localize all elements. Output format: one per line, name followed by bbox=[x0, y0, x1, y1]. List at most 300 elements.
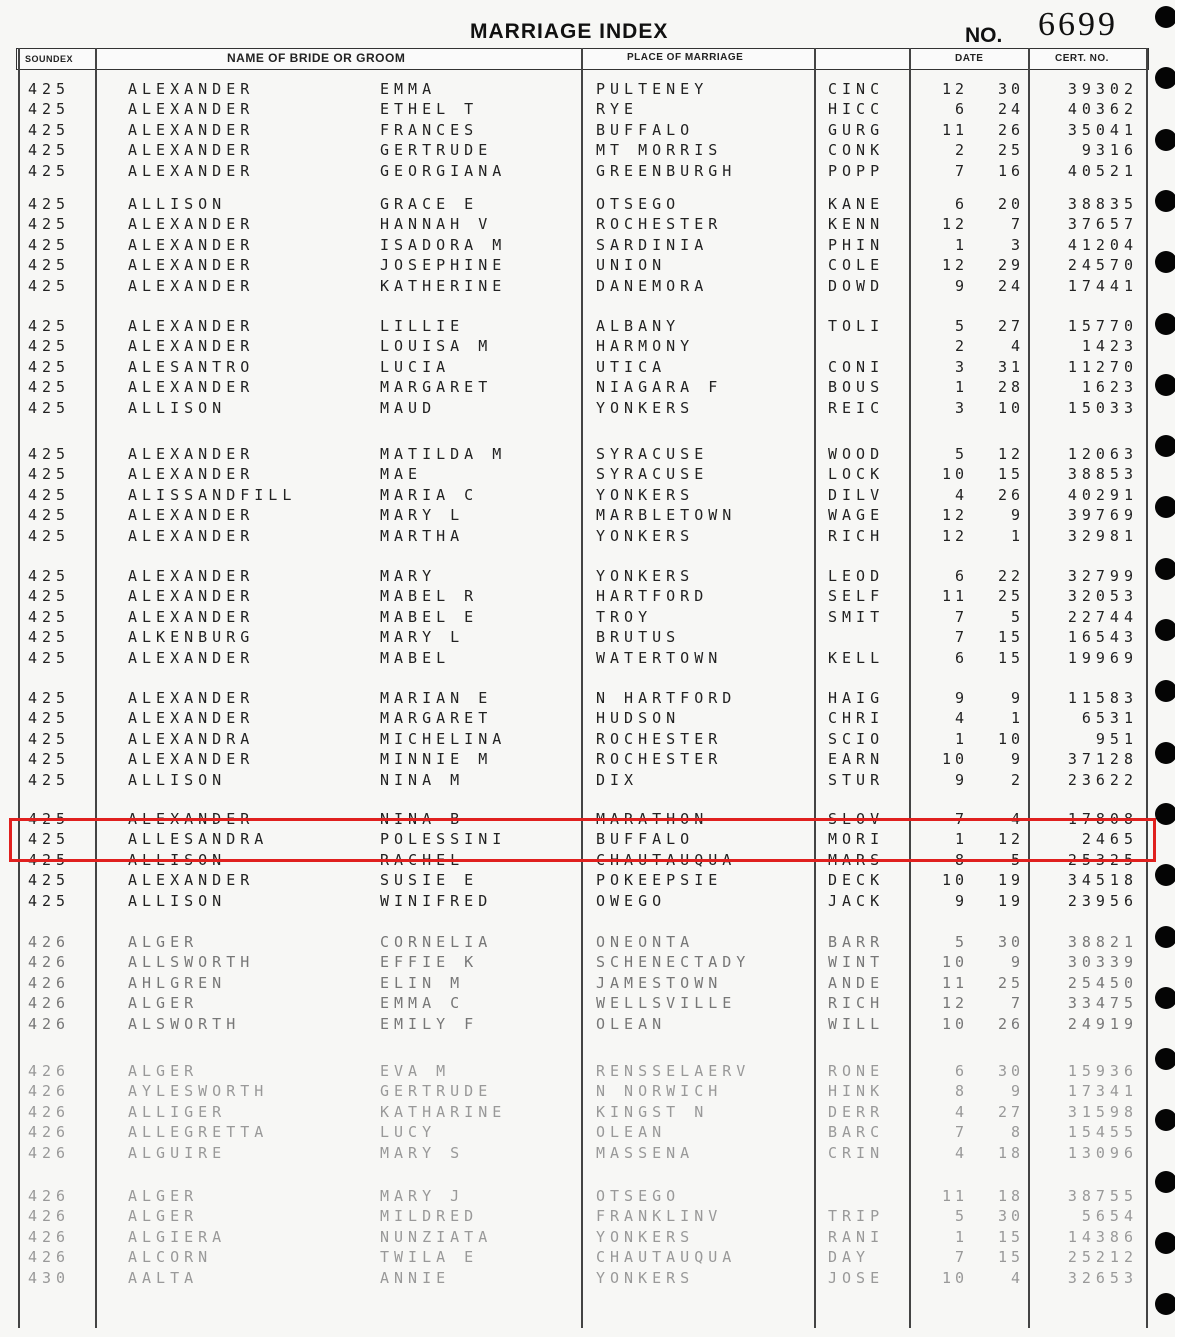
marriage-day: 26 bbox=[997, 486, 1024, 504]
officiant-code: HICC bbox=[828, 100, 885, 118]
soundex-code: 425 bbox=[28, 277, 71, 295]
index-row bbox=[0, 100, 1199, 120]
marriage-month: 2 bbox=[954, 141, 968, 159]
certificate-number: 38853 bbox=[1067, 465, 1138, 483]
officiant-code: HAIG bbox=[828, 689, 885, 707]
given-name: WINIFRED bbox=[380, 892, 493, 910]
header-cert: CERT. NO. bbox=[1055, 53, 1109, 64]
index-row bbox=[0, 358, 1199, 378]
index-row bbox=[0, 730, 1199, 750]
index-row bbox=[0, 994, 1199, 1014]
marriage-day: 5 bbox=[1010, 608, 1024, 626]
marriage-month: 6 bbox=[954, 649, 968, 667]
soundex-code: 426 bbox=[28, 953, 71, 971]
place-of-marriage: YONKERS bbox=[596, 399, 695, 417]
index-row bbox=[0, 608, 1199, 628]
officiant-code: POPP bbox=[828, 162, 885, 180]
index-row bbox=[0, 1187, 1199, 1207]
certificate-number: 37657 bbox=[1067, 215, 1138, 233]
soundex-code: 425 bbox=[28, 80, 71, 98]
marriage-day: 7 bbox=[1010, 215, 1024, 233]
place-of-marriage: ROCHESTER bbox=[596, 730, 723, 748]
soundex-code: 430 bbox=[28, 1269, 71, 1287]
index-row bbox=[0, 1103, 1199, 1123]
surname: ALGER bbox=[128, 1187, 199, 1205]
feed-hole bbox=[1155, 1293, 1177, 1315]
marriage-month: 7 bbox=[954, 162, 968, 180]
given-name: CORNELIA bbox=[380, 933, 493, 951]
marriage-month: 12 bbox=[941, 506, 968, 524]
surname: ALEXANDER bbox=[128, 121, 255, 139]
given-name: MABEL bbox=[380, 649, 451, 667]
page-title: MARRIAGE INDEX bbox=[470, 20, 669, 43]
place-of-marriage: MT MORRIS bbox=[596, 141, 723, 159]
certificate-number: 40362 bbox=[1067, 100, 1138, 118]
marriage-day: 29 bbox=[997, 256, 1024, 274]
soundex-code: 425 bbox=[28, 750, 71, 768]
given-name: MARIA C bbox=[380, 486, 479, 504]
marriage-day: 24 bbox=[997, 277, 1024, 295]
given-name: SUSIE E bbox=[380, 871, 479, 889]
marriage-month: 1 bbox=[954, 730, 968, 748]
place-of-marriage: YONKERS bbox=[596, 527, 695, 545]
certificate-number: 13096 bbox=[1067, 1144, 1138, 1162]
given-name: LUCIA bbox=[380, 358, 451, 376]
index-row bbox=[0, 567, 1199, 587]
marriage-month: 7 bbox=[954, 628, 968, 646]
marriage-month: 10 bbox=[941, 465, 968, 483]
surname: ALEXANDER bbox=[128, 810, 255, 828]
place-of-marriage: SYRACUSE bbox=[596, 445, 709, 463]
column-header bbox=[16, 48, 1149, 70]
soundex-code: 425 bbox=[28, 506, 71, 524]
place-of-marriage: CHAUTAUQUA bbox=[596, 1248, 737, 1266]
given-name: ELIN M bbox=[380, 974, 465, 992]
feed-hole bbox=[1155, 313, 1177, 335]
index-row bbox=[0, 195, 1199, 215]
marriage-month: 12 bbox=[941, 527, 968, 545]
certificate-number: 38755 bbox=[1067, 1187, 1138, 1205]
place-of-marriage: MARATHON bbox=[596, 810, 709, 828]
soundex-code: 425 bbox=[28, 587, 71, 605]
feed-hole bbox=[1155, 558, 1177, 580]
given-name: MABEL E bbox=[380, 608, 479, 626]
place-of-marriage: UNION bbox=[596, 256, 667, 274]
marriage-day: 25 bbox=[997, 587, 1024, 605]
marriage-day: 30 bbox=[997, 933, 1024, 951]
place-of-marriage: NIAGARA F bbox=[596, 378, 723, 396]
index-row bbox=[0, 317, 1199, 337]
marriage-month: 3 bbox=[954, 358, 968, 376]
place-of-marriage: OLEAN bbox=[596, 1015, 667, 1033]
surname: ALEXANDER bbox=[128, 689, 255, 707]
surname: ALEXANDER bbox=[128, 506, 255, 524]
given-name: HANNAH V bbox=[380, 215, 493, 233]
soundex-code: 425 bbox=[28, 892, 71, 910]
certificate-number: 15455 bbox=[1067, 1123, 1138, 1141]
surname: ALLISON bbox=[128, 851, 227, 869]
feed-hole bbox=[1155, 926, 1177, 948]
marriage-day: 22 bbox=[997, 567, 1024, 585]
officiant-code: BARR bbox=[828, 933, 885, 951]
certificate-number: 15936 bbox=[1067, 1062, 1138, 1080]
place-of-marriage: YONKERS bbox=[596, 567, 695, 585]
index-row bbox=[0, 933, 1199, 953]
given-name: GRACE E bbox=[380, 195, 479, 213]
marriage-month: 12 bbox=[941, 80, 968, 98]
soundex-code: 425 bbox=[28, 195, 71, 213]
surname: AYLESWORTH bbox=[128, 1082, 269, 1100]
certificate-number: 25450 bbox=[1067, 974, 1138, 992]
number-label: NO. bbox=[965, 24, 1003, 47]
surname: ALSWORTH bbox=[128, 1015, 241, 1033]
given-name: EMMA C bbox=[380, 994, 465, 1012]
officiant-code: KANE bbox=[828, 195, 885, 213]
marriage-day: 15 bbox=[997, 628, 1024, 646]
marriage-day: 10 bbox=[997, 399, 1024, 417]
surname: ALLSWORTH bbox=[128, 953, 255, 971]
place-of-marriage: RENSSELAERV bbox=[596, 1062, 751, 1080]
marriage-day: 30 bbox=[997, 1207, 1024, 1225]
officiant-code: DILV bbox=[828, 486, 885, 504]
surname: ALESANTRO bbox=[128, 358, 255, 376]
certificate-number: 34518 bbox=[1067, 871, 1138, 889]
marriage-month: 4 bbox=[954, 709, 968, 727]
soundex-code: 426 bbox=[28, 994, 71, 1012]
certificate-number: 30339 bbox=[1067, 953, 1138, 971]
index-row bbox=[0, 1062, 1199, 1082]
given-name: MARY bbox=[380, 567, 437, 585]
surname: ALGER bbox=[128, 933, 199, 951]
soundex-code: 425 bbox=[28, 378, 71, 396]
marriage-month: 7 bbox=[954, 810, 968, 828]
marriage-day: 5 bbox=[1010, 851, 1024, 869]
officiant-code: LOCK bbox=[828, 465, 885, 483]
feed-hole bbox=[1155, 6, 1177, 28]
officiant-code: MORI bbox=[828, 830, 885, 848]
header-name: NAME OF BRIDE OR GROOM bbox=[227, 51, 406, 65]
place-of-marriage: DIX bbox=[596, 771, 639, 789]
feed-hole bbox=[1155, 680, 1177, 702]
certificate-number: 40521 bbox=[1067, 162, 1138, 180]
marriage-month: 1 bbox=[954, 830, 968, 848]
marriage-day: 12 bbox=[997, 445, 1024, 463]
soundex-code: 425 bbox=[28, 810, 71, 828]
certificate-number: 41204 bbox=[1067, 236, 1138, 254]
soundex-code: 426 bbox=[28, 1062, 71, 1080]
surname: ALGER bbox=[128, 994, 199, 1012]
marriage-month: 5 bbox=[954, 445, 968, 463]
soundex-code: 426 bbox=[28, 933, 71, 951]
certificate-number: 23622 bbox=[1067, 771, 1138, 789]
given-name: RACHEL bbox=[380, 851, 465, 869]
surname: ALEXANDER bbox=[128, 649, 255, 667]
soundex-code: 426 bbox=[28, 1144, 71, 1162]
surname: ALKENBURG bbox=[128, 628, 255, 646]
place-of-marriage: HUDSON bbox=[596, 709, 681, 727]
index-row bbox=[0, 709, 1199, 729]
marriage-month: 5 bbox=[954, 317, 968, 335]
officiant-code: RONE bbox=[828, 1062, 885, 1080]
certificate-number: 32799 bbox=[1067, 567, 1138, 585]
place-of-marriage: FRANKLINV bbox=[596, 1207, 723, 1225]
given-name: MARGARET bbox=[380, 709, 493, 727]
surname: ALLISON bbox=[128, 399, 227, 417]
place-of-marriage: DANEMORA bbox=[596, 277, 709, 295]
place-of-marriage: TROY bbox=[596, 608, 653, 626]
marriage-month: 5 bbox=[954, 1207, 968, 1225]
certificate-number: 23956 bbox=[1067, 892, 1138, 910]
place-of-marriage: BUFFALO bbox=[596, 830, 695, 848]
certificate-number: 38835 bbox=[1067, 195, 1138, 213]
given-name: MARY S bbox=[380, 1144, 465, 1162]
surname: ALEXANDER bbox=[128, 871, 255, 889]
marriage-day: 25 bbox=[997, 141, 1024, 159]
marriage-month: 9 bbox=[954, 277, 968, 295]
marriage-month: 1 bbox=[954, 236, 968, 254]
soundex-code: 425 bbox=[28, 871, 71, 889]
certificate-number: 11270 bbox=[1067, 358, 1138, 376]
index-row bbox=[0, 465, 1199, 485]
feed-hole bbox=[1155, 864, 1177, 886]
soundex-code: 425 bbox=[28, 689, 71, 707]
place-of-marriage: KINGST N bbox=[596, 1103, 709, 1121]
certificate-number: 17808 bbox=[1067, 810, 1138, 828]
marriage-month: 11 bbox=[941, 974, 968, 992]
paper-edge bbox=[1175, 0, 1199, 1337]
soundex-code: 425 bbox=[28, 465, 71, 483]
index-row bbox=[0, 1269, 1199, 1289]
certificate-number: 6531 bbox=[1081, 709, 1138, 727]
feed-hole bbox=[1155, 1109, 1177, 1131]
place-of-marriage: OTSEGO bbox=[596, 195, 681, 213]
marriage-day: 30 bbox=[997, 1062, 1024, 1080]
marriage-month: 11 bbox=[941, 121, 968, 139]
index-row bbox=[0, 486, 1199, 506]
soundex-code: 426 bbox=[28, 974, 71, 992]
marriage-day: 26 bbox=[997, 1015, 1024, 1033]
place-of-marriage: ROCHESTER bbox=[596, 750, 723, 768]
surname: ALEXANDRA bbox=[128, 730, 255, 748]
surname: ALLEGRETTA bbox=[128, 1123, 269, 1141]
soundex-code: 426 bbox=[28, 1228, 71, 1246]
place-of-marriage: YONKERS bbox=[596, 486, 695, 504]
place-of-marriage: HARMONY bbox=[596, 337, 695, 355]
marriage-day: 19 bbox=[997, 892, 1024, 910]
soundex-code: 426 bbox=[28, 1123, 71, 1141]
marriage-month: 11 bbox=[941, 587, 968, 605]
marriage-month: 11 bbox=[941, 1187, 968, 1205]
marriage-month: 4 bbox=[954, 1103, 968, 1121]
surname: ALEXANDER bbox=[128, 337, 255, 355]
surname: ALCORN bbox=[128, 1248, 213, 1266]
page-number: 6699 bbox=[1038, 6, 1118, 43]
certificate-number: 22744 bbox=[1067, 608, 1138, 626]
officiant-code: KELL bbox=[828, 649, 885, 667]
index-row bbox=[0, 445, 1199, 465]
given-name: LOUISA M bbox=[380, 337, 493, 355]
feed-hole bbox=[1155, 1048, 1177, 1070]
surname: ALEXANDER bbox=[128, 256, 255, 274]
certificate-number: 9316 bbox=[1081, 141, 1138, 159]
officiant-code: JACK bbox=[828, 892, 885, 910]
given-name: GERTRUDE bbox=[380, 141, 493, 159]
marriage-day: 25 bbox=[997, 974, 1024, 992]
given-name: MARY L bbox=[380, 628, 465, 646]
soundex-code: 425 bbox=[28, 162, 71, 180]
index-row bbox=[0, 506, 1199, 526]
marriage-day: 15 bbox=[997, 1228, 1024, 1246]
soundex-code: 425 bbox=[28, 337, 71, 355]
index-row bbox=[0, 689, 1199, 709]
given-name: MATILDA M bbox=[380, 445, 507, 463]
marriage-day: 9 bbox=[1010, 953, 1024, 971]
certificate-number: 24919 bbox=[1067, 1015, 1138, 1033]
place-of-marriage: UTICA bbox=[596, 358, 667, 376]
marriage-day: 3 bbox=[1010, 236, 1024, 254]
soundex-code: 425 bbox=[28, 236, 71, 254]
marriage-month: 5 bbox=[954, 933, 968, 951]
marriage-month: 12 bbox=[941, 994, 968, 1012]
officiant-code: WINT bbox=[828, 953, 885, 971]
officiant-code: STUR bbox=[828, 771, 885, 789]
feed-hole bbox=[1155, 190, 1177, 212]
marriage-month: 12 bbox=[941, 215, 968, 233]
officiant-code: RICH bbox=[828, 527, 885, 545]
index-row bbox=[0, 771, 1199, 791]
marriage-month: 9 bbox=[954, 689, 968, 707]
given-name: LILLIE bbox=[380, 317, 465, 335]
place-of-marriage: ALBANY bbox=[596, 317, 681, 335]
header-place: PLACE OF MARRIAGE bbox=[627, 52, 744, 63]
officiant-code: DECK bbox=[828, 871, 885, 889]
index-row bbox=[0, 892, 1199, 912]
marriage-day: 20 bbox=[997, 195, 1024, 213]
certificate-number: 37128 bbox=[1067, 750, 1138, 768]
marriage-day: 15 bbox=[997, 1248, 1024, 1266]
marriage-month: 8 bbox=[954, 851, 968, 869]
marriage-month: 9 bbox=[954, 892, 968, 910]
certificate-number: 35041 bbox=[1067, 121, 1138, 139]
index-row bbox=[0, 215, 1199, 235]
officiant-code: RICH bbox=[828, 994, 885, 1012]
marriage-day: 19 bbox=[997, 871, 1024, 889]
surname: ALISSANDFILL bbox=[128, 486, 297, 504]
index-row bbox=[0, 399, 1199, 419]
officiant-code: JOSE bbox=[828, 1269, 885, 1287]
index-row bbox=[0, 628, 1199, 648]
certificate-number: 33475 bbox=[1067, 994, 1138, 1012]
soundex-code: 425 bbox=[28, 445, 71, 463]
marriage-month: 1 bbox=[954, 378, 968, 396]
place-of-marriage: YONKERS bbox=[596, 1269, 695, 1287]
surname: ALEXANDER bbox=[128, 587, 255, 605]
feed-hole bbox=[1155, 742, 1177, 764]
officiant-code: HINK bbox=[828, 1082, 885, 1100]
marriage-month: 4 bbox=[954, 486, 968, 504]
index-row bbox=[0, 1015, 1199, 1035]
marriage-day: 30 bbox=[997, 80, 1024, 98]
place-of-marriage: YONKERS bbox=[596, 1228, 695, 1246]
given-name: NINA M bbox=[380, 771, 465, 789]
surname: ALEXANDER bbox=[128, 277, 255, 295]
marriage-month: 10 bbox=[941, 1269, 968, 1287]
soundex-code: 426 bbox=[28, 1187, 71, 1205]
given-name: EMMA bbox=[380, 80, 437, 98]
soundex-code: 425 bbox=[28, 215, 71, 233]
given-name: MILDRED bbox=[380, 1207, 479, 1225]
place-of-marriage: OTSEGO bbox=[596, 1187, 681, 1205]
surname: ALEXANDER bbox=[128, 236, 255, 254]
soundex-code: 425 bbox=[28, 567, 71, 585]
marriage-day: 9 bbox=[1010, 1082, 1024, 1100]
soundex-code: 426 bbox=[28, 1103, 71, 1121]
given-name: KATHARINE bbox=[380, 1103, 507, 1121]
surname: ALEXANDER bbox=[128, 100, 255, 118]
marriage-day: 4 bbox=[1010, 1269, 1024, 1287]
marriage-month: 7 bbox=[954, 1123, 968, 1141]
officiant-code: KENN bbox=[828, 215, 885, 233]
officiant-code: COLE bbox=[828, 256, 885, 274]
feed-hole bbox=[1155, 67, 1177, 89]
soundex-code: 425 bbox=[28, 628, 71, 646]
officiant-code: DERR bbox=[828, 1103, 885, 1121]
surname: ALEXANDER bbox=[128, 445, 255, 463]
officiant-code: SELF bbox=[828, 587, 885, 605]
soundex-code: 426 bbox=[28, 1015, 71, 1033]
marriage-month: 9 bbox=[954, 771, 968, 789]
soundex-code: 425 bbox=[28, 608, 71, 626]
soundex-code: 426 bbox=[28, 1207, 71, 1225]
marriage-month: 10 bbox=[941, 750, 968, 768]
place-of-marriage: MARBLETOWN bbox=[596, 506, 737, 524]
surname: ALGIERA bbox=[128, 1228, 227, 1246]
certificate-number: 16543 bbox=[1067, 628, 1138, 646]
index-row bbox=[0, 527, 1199, 547]
surname: ALLISON bbox=[128, 771, 227, 789]
given-name: GERTRUDE bbox=[380, 1082, 493, 1100]
marriage-month: 10 bbox=[941, 1015, 968, 1033]
marriage-month: 6 bbox=[954, 100, 968, 118]
officiant-code: GURG bbox=[828, 121, 885, 139]
index-row bbox=[0, 1248, 1199, 1268]
surname: ALEXANDER bbox=[128, 709, 255, 727]
place-of-marriage: N NORWICH bbox=[596, 1082, 723, 1100]
officiant-code: TOLI bbox=[828, 317, 885, 335]
given-name: MARIAN E bbox=[380, 689, 493, 707]
feed-hole bbox=[1155, 1171, 1177, 1193]
index-row bbox=[0, 337, 1199, 357]
surname: ALEXANDER bbox=[128, 527, 255, 545]
soundex-code: 425 bbox=[28, 527, 71, 545]
certificate-number: 14386 bbox=[1067, 1228, 1138, 1246]
certificate-number: 15770 bbox=[1067, 317, 1138, 335]
marriage-day: 1 bbox=[1010, 527, 1024, 545]
index-row bbox=[0, 953, 1199, 973]
soundex-code: 425 bbox=[28, 851, 71, 869]
given-name: MARGARET bbox=[380, 378, 493, 396]
given-name: EMILY F bbox=[380, 1015, 479, 1033]
soundex-code: 425 bbox=[28, 100, 71, 118]
surname: ALEXANDER bbox=[128, 465, 255, 483]
marriage-month: 1 bbox=[954, 1228, 968, 1246]
marriage-month: 6 bbox=[954, 1062, 968, 1080]
index-row bbox=[0, 378, 1199, 398]
certificate-number: 39302 bbox=[1067, 80, 1138, 98]
index-row bbox=[0, 236, 1199, 256]
feed-hole bbox=[1155, 619, 1177, 641]
surname: ALEXANDER bbox=[128, 750, 255, 768]
